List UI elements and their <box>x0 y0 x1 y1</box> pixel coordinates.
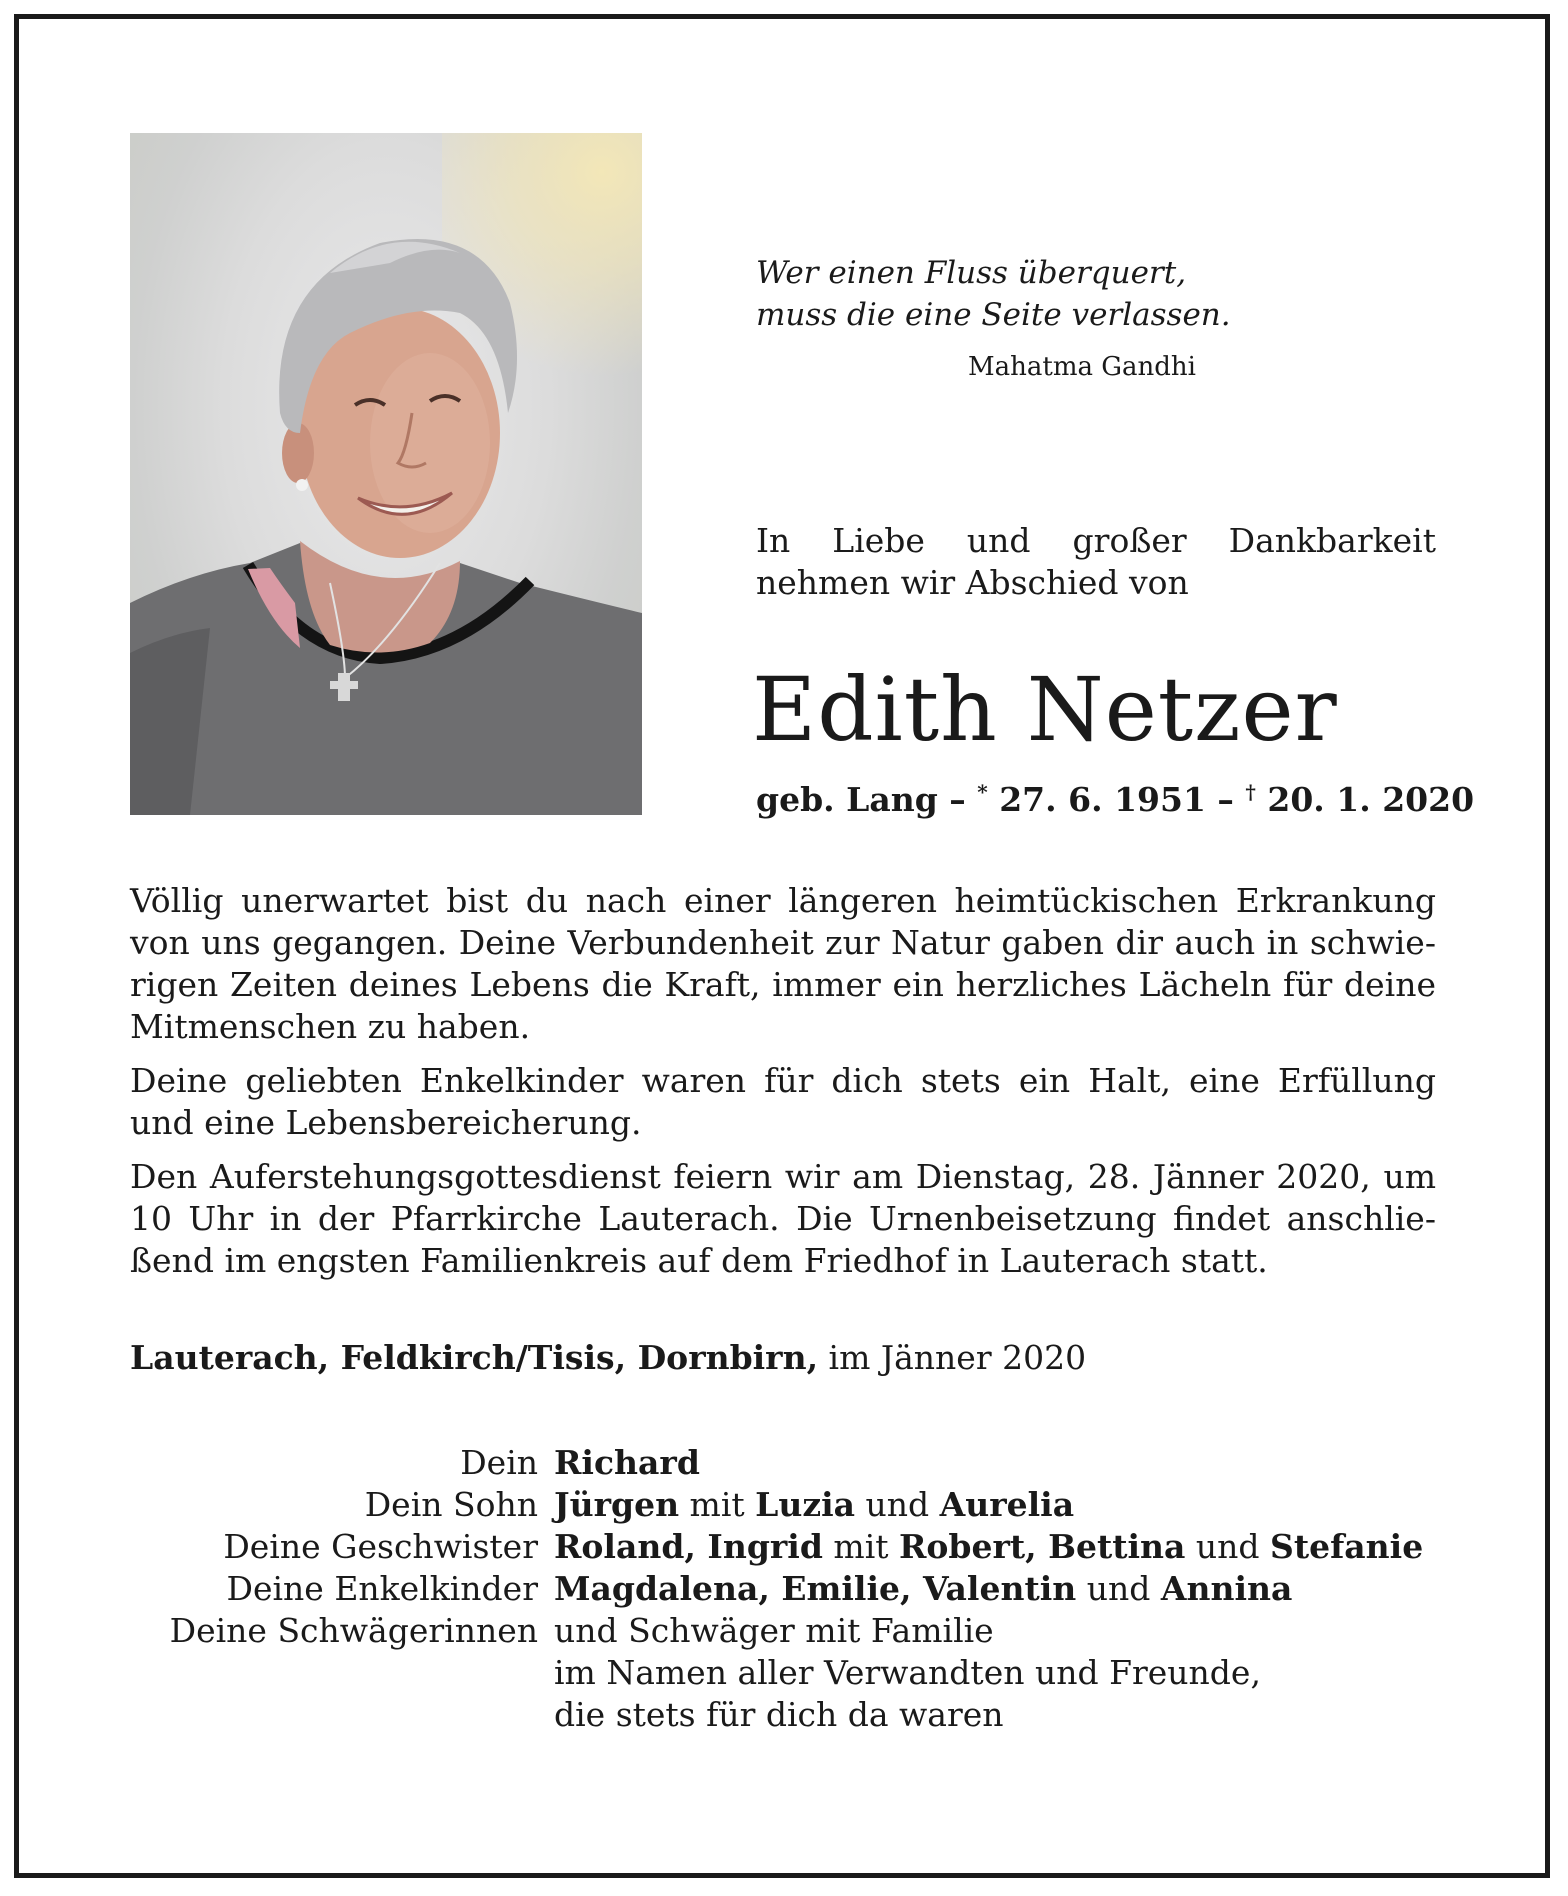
text-line: ßend im engsten Familienkreis auf dem Friedhof in Lauterach statt. <box>130 1241 1268 1280</box>
intro-word: Liebe <box>832 521 925 560</box>
family-name: Stefanie <box>1270 1527 1424 1566</box>
family-name: Luzia <box>755 1485 856 1524</box>
intro-word: großer <box>1072 521 1187 560</box>
family-text: und Schwäger mit Familie <box>554 1611 994 1650</box>
family-label: Deine Enkelkinder <box>226 1569 538 1608</box>
intro-word: und <box>966 521 1031 560</box>
connector: und <box>1076 1569 1161 1608</box>
birth-mark: * <box>977 780 988 804</box>
birth-name: geb. Lang <box>756 780 938 819</box>
text-line: Deine geliebten Enkelkinder waren für dich stets ein Halt, eine Erfüllung <box>130 1061 1436 1100</box>
life-dates <box>756 780 1474 819</box>
family-label: Dein <box>460 1443 538 1482</box>
place-and-date <box>130 1338 1086 1377</box>
family-list <box>130 1442 1450 1736</box>
text-line: Völlig unerwartet bist du nach einer längeren heimtückischen Erkrankung <box>130 881 1436 920</box>
quote <box>756 252 1231 336</box>
connector: mit <box>822 1527 899 1566</box>
deceased-name: Edith Netzer <box>752 658 1338 761</box>
birth-date: 27. 6. 1951 <box>987 780 1206 819</box>
intro-word: In <box>756 521 791 560</box>
text-line: Mitmenschen zu haben. <box>130 1007 531 1046</box>
quote-line: muss die eine Seite verlassen. <box>756 297 1231 333</box>
family-row <box>130 1694 1450 1736</box>
paragraph <box>130 880 1436 1048</box>
intro-text <box>756 520 1436 604</box>
separator: – <box>937 780 978 819</box>
connector: mit <box>679 1485 756 1524</box>
death-mark: † <box>1245 780 1256 804</box>
connector: und <box>1185 1527 1271 1566</box>
text-line: Den Auferstehungsgottesdienst feiern wir am Dienstag, 28. Jänner 2020, um <box>130 1157 1436 1196</box>
quote-author: Mahatma Gandhi <box>968 352 1196 382</box>
family-row <box>130 1442 1450 1484</box>
place-date: im Jänner 2020 <box>818 1338 1087 1377</box>
portrait-photo <box>130 133 642 815</box>
paragraph <box>130 1060 1436 1144</box>
family-name: Aurelia <box>939 1485 1075 1524</box>
family-name: Richard <box>554 1443 700 1482</box>
family-text: im Namen aller Verwandten und Freunde, <box>554 1653 1261 1692</box>
text-line: und eine Lebensbereicherung. <box>130 1103 642 1142</box>
family-name: Jürgen <box>554 1485 680 1524</box>
separator: – <box>1205 780 1246 819</box>
text-line: rigen Zeiten deines Lebens die Kraft, immer ein herzliches Lächeln für deine <box>130 965 1436 1004</box>
place-cities: Lauterach, Feldkirch/Tisis, Dornbirn, <box>130 1338 819 1377</box>
death-date: 20. 1. 2020 <box>1255 780 1475 819</box>
family-text: die stets für dich da waren <box>554 1695 1004 1734</box>
family-name: Annina <box>1160 1569 1293 1608</box>
family-row <box>130 1568 1450 1610</box>
intro-word: Dankbarkeit <box>1228 521 1436 560</box>
family-row <box>130 1526 1450 1568</box>
family-label: Dein Sohn <box>364 1485 538 1524</box>
family-row <box>130 1652 1450 1694</box>
family-name: Magdalena, Emilie, Valentin <box>554 1569 1077 1608</box>
family-name: Robert, Bettina <box>899 1527 1186 1566</box>
family-label: Deine Schwägerinnen <box>169 1611 538 1650</box>
paragraph <box>130 1156 1436 1282</box>
intro-line: nehmen wir Abschied von <box>756 563 1189 602</box>
family-row <box>130 1610 1450 1652</box>
text-line: von uns gegangen. Deine Verbundenheit zur Natur gaben dir auch in schwie- <box>130 923 1436 962</box>
quote-line: Wer einen Fluss überquert, <box>756 255 1187 291</box>
connector: und <box>855 1485 940 1524</box>
family-label: Deine Geschwister <box>223 1527 538 1566</box>
family-row <box>130 1484 1450 1526</box>
text-line: 10 Uhr in der Pfarrkirche Lauterach. Die Urnenbeisetzung findet anschlie- <box>130 1199 1436 1238</box>
family-name: Roland, Ingrid <box>554 1527 823 1566</box>
obituary-body <box>130 880 1436 1294</box>
